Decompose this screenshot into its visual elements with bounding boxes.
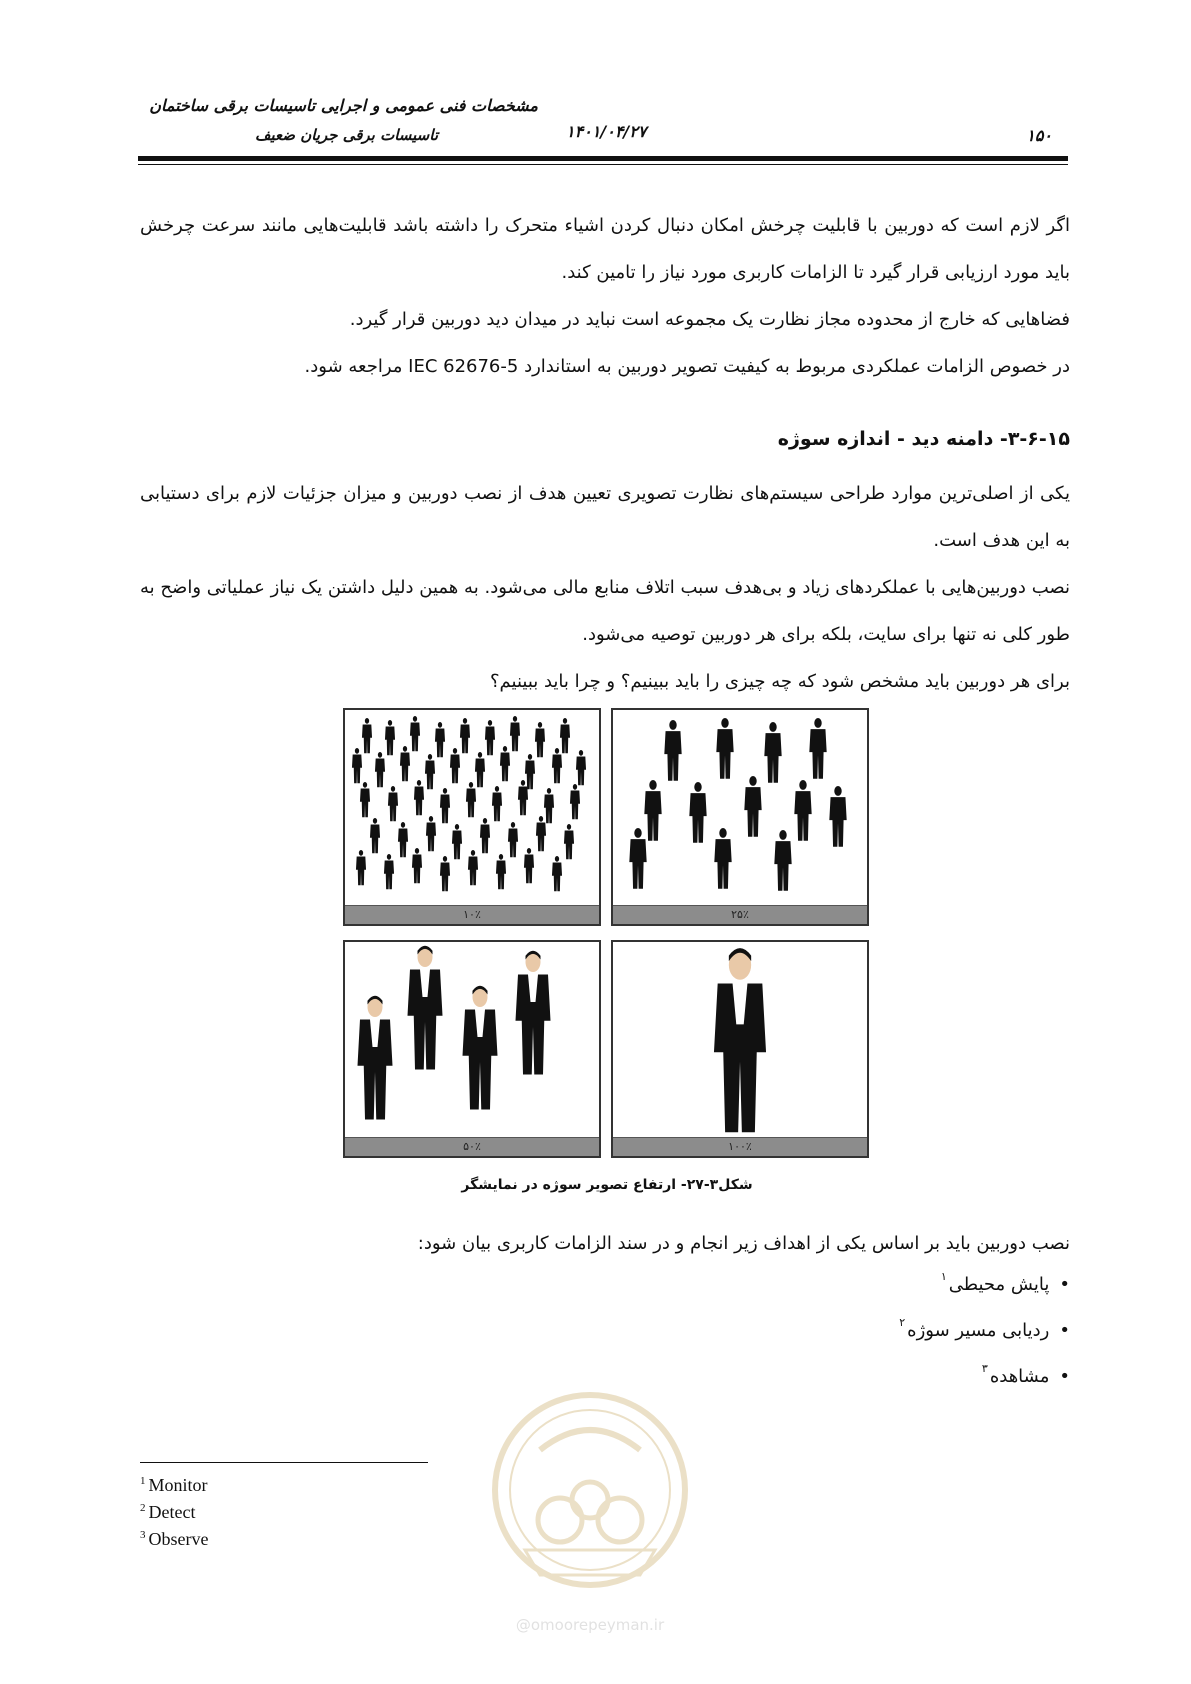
person-silhouette: [829, 786, 846, 847]
figure-panel-25: [611, 708, 869, 926]
paragraph: نصب دوربین‌هایی با عملکردهای زیاد و بی‌هدف سبب اتلاف منابع مالی می‌شود. به همین دلیل داشتن یک نیاز عملیاتی واضح به طور کلی نه تنها برای سایت، بلکه برای هر دوربین توصیه می‌شود.: [140, 577, 1070, 645]
figure-panel-10: [343, 708, 601, 926]
footnote: $^1$ Monitor: [140, 1475, 208, 1495]
person-silhouette: [408, 946, 443, 1070]
figure-panel-label: ۵۰٪: [345, 1137, 599, 1156]
page-number: ۱۵۰: [1026, 126, 1052, 145]
person-silhouette: [463, 986, 498, 1110]
person-silhouette: [744, 776, 761, 837]
person-silhouette: [496, 854, 506, 889]
person-silhouette: [809, 718, 826, 779]
paragraph: برای هر دوربین باید مشخص شود که چه چیزی را باید ببینیم؟ و چرا باید ببینیم؟: [489, 671, 1070, 692]
person-silhouette: [440, 788, 450, 823]
footnote: $^3$ Observe: [140, 1529, 209, 1549]
figure-caption: شکل۳-۲۷- ارتفاع تصویر سوژه در نمایشگر: [461, 1177, 753, 1193]
header-rule: [138, 156, 1068, 161]
person-silhouette: [475, 752, 485, 787]
list-intro: [140, 1220, 1070, 1267]
person-silhouette: [764, 722, 781, 783]
objectives-list: [899, 1262, 1070, 1400]
person-silhouette: [535, 722, 545, 757]
person-silhouette: [552, 748, 562, 783]
person-silhouette: [388, 786, 398, 821]
person-silhouette: [518, 780, 528, 815]
page-header: [138, 82, 1068, 172]
person-silhouette: [356, 850, 366, 885]
person-silhouette: [398, 822, 408, 857]
person-silhouette: [480, 818, 490, 853]
figure-panel-50: [343, 940, 601, 1158]
person-silhouette: [544, 788, 554, 823]
crowd-medium-illustration: [613, 710, 867, 906]
footnotes: [140, 1470, 208, 1551]
person-silhouette: [629, 828, 646, 889]
figure-panel-100: [611, 940, 869, 1158]
person-silhouette: [460, 718, 470, 753]
person-silhouette: [362, 718, 372, 753]
person-silhouette: [370, 818, 380, 853]
person-silhouette: [450, 748, 460, 783]
watermark-logo: [480, 1380, 700, 1640]
header-subtitle: تاسیسات برقی جریان ضعیف: [254, 126, 438, 144]
person-silhouette: [485, 720, 495, 755]
figure-panel-label: ۱۰۰٪: [613, 1137, 867, 1156]
person-silhouette: [664, 720, 681, 781]
person-silhouette: [689, 782, 706, 843]
person-silhouette: [774, 830, 791, 891]
bullet-icon: •: [1059, 1274, 1070, 1295]
person-silhouette: [560, 718, 570, 753]
person-silhouette: [426, 816, 436, 851]
person-silhouette: [375, 752, 385, 787]
section-heading: ۳-۶-۱۵- دامنه دید - اندازه سوژه: [777, 428, 1070, 450]
footnote: $^2$ Detect: [140, 1502, 196, 1522]
person-silhouette: [384, 854, 394, 889]
person-silhouette: [492, 786, 502, 821]
person-silhouette: [414, 780, 424, 815]
person-silhouette: [412, 848, 422, 883]
bullet-icon: •: [1059, 1320, 1070, 1341]
person-silhouette: [794, 780, 811, 841]
paragraph: یکی از اصلی‌ترین موارد طراحی سیستم‌های نظارت تصویری تعیین هدف از نصب دوربین و میزان جزئیات لازم برای دستیابی به این هدف است.: [140, 483, 1070, 551]
person-silhouette: [552, 856, 562, 891]
header-rule-thin: [138, 164, 1068, 165]
crowd-small-illustration: [345, 710, 599, 906]
person-silhouette: [360, 782, 370, 817]
person-silhouette: [570, 784, 580, 819]
person-silhouette: [714, 948, 766, 1132]
paragraph: در خصوص الزامات عملکردی مربوط به کیفیت تصویر دوربین به استاندارد IEC 62676-5 مراجعه شود.: [304, 356, 1070, 377]
person-silhouette: [525, 754, 535, 789]
list-item: • ردیابی مسیر سوژه $^۲$: [899, 1308, 1070, 1354]
person-silhouette: [716, 718, 733, 779]
person-silhouette: [468, 850, 478, 885]
figure-panel-label: ۲۵٪: [613, 905, 867, 924]
person-silhouette: [644, 780, 661, 841]
paragraph: نصب دوربین باید بر اساس یکی از اهداف زیر انجام و در سند الزامات کاربری بیان شود:: [417, 1233, 1070, 1254]
figure-panel-label: ۱۰٪: [345, 905, 599, 924]
paragraph: اگر لازم است که دوربین با قابلیت چرخش امکان دنبال کردن اشیاء متحرک را داشته باشد قابلیت‌هایی مانند سرعت چرخش باید مورد ارزیابی قرار گیرد تا الزامات کاربری مورد نیاز را تامین کند.: [140, 215, 1070, 283]
person-silhouette: [714, 828, 731, 889]
paragraph: فضاهایی که خارج از محدوده مجاز نظارت یک مجموعه است نباید در میدان دید دوربین قرار گیرد.: [349, 309, 1070, 330]
person-silhouette: [358, 996, 393, 1120]
bullet-icon: •: [1059, 1366, 1070, 1387]
person-silhouette: [400, 746, 410, 781]
person-silhouette: [425, 754, 435, 789]
person-silhouette: [410, 716, 420, 751]
person-silhouette: [500, 746, 510, 781]
person-silhouette: [435, 722, 445, 757]
footnote-rule: [140, 1462, 428, 1463]
section-paragraphs: [140, 470, 1070, 705]
svg-text:@omoorepeyman.ir: @omoorepeyman.ir: [515, 1616, 665, 1634]
intro-paragraphs: [140, 202, 1070, 390]
list-item: • مشاهده $^۳$: [899, 1354, 1070, 1400]
person-silhouette: [466, 782, 476, 817]
person-silhouette: [510, 716, 520, 751]
single-person-illustration: [613, 942, 867, 1138]
person-silhouette: [440, 856, 450, 891]
person-silhouette: [576, 750, 586, 785]
person-silhouette: [516, 951, 551, 1075]
person-silhouette: [385, 720, 395, 755]
person-silhouette: [564, 824, 574, 859]
person-silhouette: [452, 824, 462, 859]
header-title: مشخصات فنی عمومی و اجرایی تاسیسات برقی ساختمان: [149, 96, 538, 115]
subject-size-figure: [343, 708, 871, 1158]
header-date: ۱۴۰۱/۰۴/۲۷: [566, 122, 647, 141]
list-item: • پایش محیطی $^۱$: [899, 1262, 1070, 1308]
person-silhouette: [352, 748, 362, 783]
person-silhouette: [536, 816, 546, 851]
person-silhouette: [508, 822, 518, 857]
group-large-illustration: [345, 942, 599, 1138]
person-silhouette: [524, 848, 534, 883]
